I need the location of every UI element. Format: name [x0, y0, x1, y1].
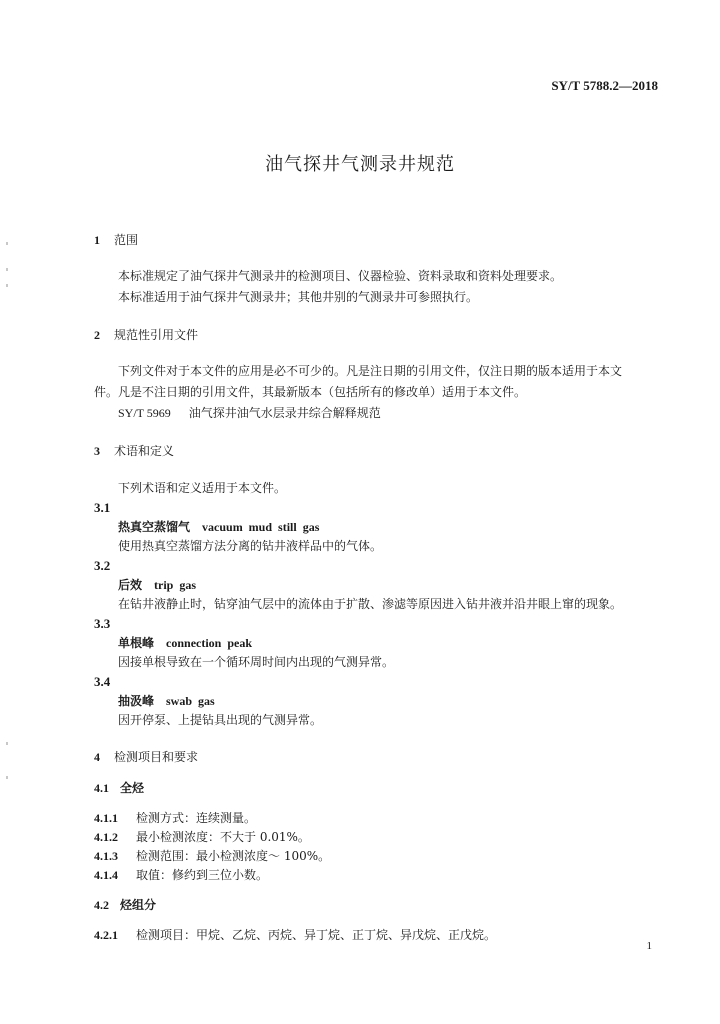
term-number: 3.3	[94, 616, 111, 631]
normative-reference	[118, 405, 381, 421]
term-title	[118, 577, 196, 593]
clause-number: 4.1	[94, 781, 109, 795]
clause-4-2-heading	[94, 897, 156, 913]
page-number: 1	[646, 940, 652, 952]
item-number: 4.1.3	[94, 849, 118, 863]
term-definition: 因开停泵、上提钻具出现的气测异常。	[118, 713, 323, 727]
paragraph-continuation: 件。凡是不注日期的引用文件，其最新版本（包括所有的修改单）适用于本文件。	[94, 385, 527, 399]
item-number: 4.1.1	[94, 811, 118, 825]
section-title: 术语和定义	[114, 444, 175, 458]
term-definition: 使用热真空蒸馏方法分离的钻井液样品中的气体。	[118, 539, 383, 553]
clause-number: 4.2	[94, 898, 109, 912]
reference-code: SY/T 5969	[118, 406, 171, 420]
document-title: 油气探井气测录井规范	[265, 154, 455, 175]
clause-item	[94, 867, 268, 883]
paragraph: 本标准适用于油气探井气测录井；其他井别的气测录井可参照执行。	[118, 290, 479, 304]
scan-mark	[6, 268, 8, 271]
section-number: 4	[94, 750, 100, 764]
section-4-heading	[94, 749, 198, 765]
term-definition: 在钻井液静止时，钻穿油气层中的流体由于扩散、渗滤等原因进入钻井液并沿井眼上窜的现象。	[118, 597, 623, 611]
paragraph: 本标准规定了油气探井气测录井的检测项目、仪器检验、资料录取和资料处理要求。	[118, 269, 563, 283]
item-text: 检测方式：连续测量。	[136, 811, 257, 825]
reference-title: 油气探井油气水层录井综合解释规范	[188, 406, 381, 420]
scan-mark	[6, 242, 8, 245]
section-title: 范围	[114, 233, 139, 247]
scan-mark	[6, 284, 8, 287]
item-number: 4.1.4	[94, 868, 118, 882]
term-chinese: 抽汲峰	[118, 694, 155, 708]
scan-mark	[6, 776, 8, 779]
section-number: 1	[94, 233, 100, 247]
clause-item	[94, 810, 256, 826]
clause-item	[94, 848, 330, 864]
section-1-heading	[94, 232, 138, 248]
term-title	[118, 693, 215, 709]
section-3-heading	[94, 443, 174, 459]
item-number: 4.2.1	[94, 928, 118, 942]
scan-mark	[6, 742, 8, 745]
section-number: 3	[94, 444, 100, 458]
term-chinese: 后效	[118, 578, 143, 592]
clause-title: 烃组分	[120, 898, 157, 912]
term-english: swab gas	[166, 694, 215, 708]
item-text: 检测项目：甲烷、乙烷、丙烷、异丁烷、正丁烷、异戊烷、正戊烷。	[136, 928, 497, 942]
term-chinese: 热真空蒸馏气	[118, 520, 191, 534]
section-2-heading	[94, 327, 198, 343]
item-text: 取值：修约到三位小数。	[136, 868, 269, 882]
paragraph: 下列文件对于本文件的应用是必不可少的。凡是注日期的引用文件，仅注日期的版本适用于本文	[118, 364, 623, 378]
term-english: trip gas	[154, 578, 197, 592]
clause-item	[94, 829, 310, 845]
term-chinese: 单根峰	[118, 636, 155, 650]
term-number: 3.2	[94, 558, 111, 573]
clause-title: 全烃	[120, 781, 145, 795]
section-title: 检测项目和要求	[114, 750, 199, 764]
section-number: 2	[94, 328, 100, 342]
section-title: 规范性引用文件	[114, 328, 199, 342]
item-text: 最小检测浓度：不大于 0.01%。	[136, 830, 310, 844]
term-english: vacuum mud still gas	[202, 520, 320, 534]
paragraph: 下列术语和定义适用于本文件。	[118, 481, 287, 495]
item-text: 检测范围：最小检测浓度～ 100%。	[136, 849, 331, 863]
term-number: 3.4	[94, 674, 111, 689]
term-number: 3.1	[94, 500, 111, 515]
term-definition: 因接单根导致在一个循环周时间内出现的气测异常。	[118, 655, 395, 669]
clause-4-1-heading	[94, 780, 144, 796]
term-title	[118, 519, 319, 535]
item-number: 4.1.2	[94, 830, 118, 844]
clause-item	[94, 927, 496, 943]
term-title	[118, 635, 252, 651]
standard-code: SY/T 5788.2—2018	[551, 78, 658, 93]
term-english: connection peak	[166, 636, 253, 650]
